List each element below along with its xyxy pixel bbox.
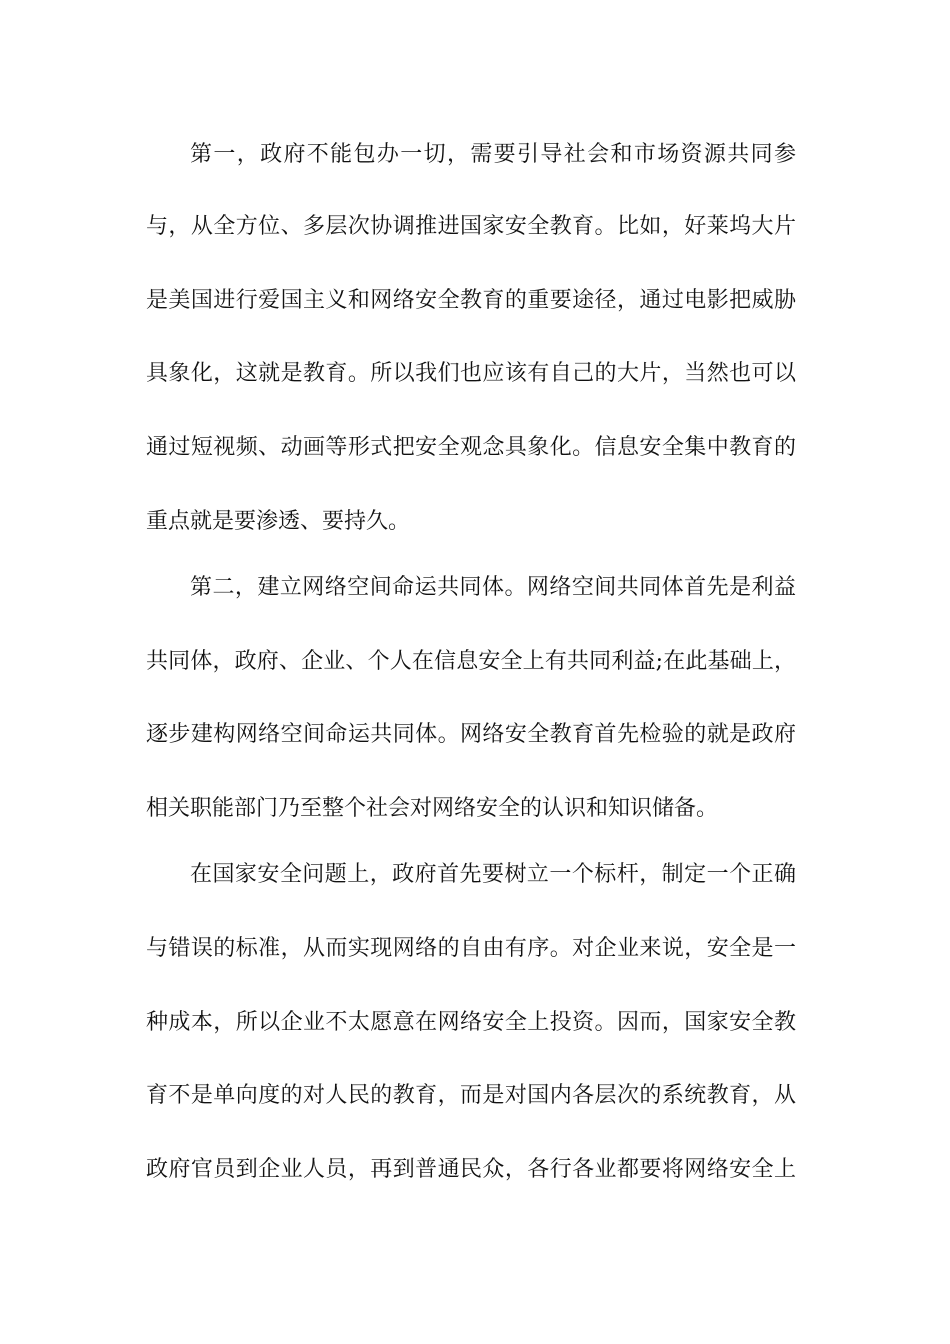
paragraph-2-line-3: 逐步建构网络空间命运共同体。网络安全教育首先检验的就是政府 [146,722,796,747]
paragraph-3-line-2: 与错误的标准，从而实现网络的自由有序。对企业来说，安全是一 [146,936,796,961]
paragraph-1-line-1: 第一，政府不能包办一切，需要引导社会和市场资源共同参 [190,142,796,167]
paragraph-3-line-3: 种成本，所以企业不太愿意在网络安全上投资。因而，国家安全教 [146,1010,796,1035]
paragraph-1-line-4: 具象化，这就是教育。所以我们也应该有自己的大片，当然也可以 [146,361,796,386]
paragraph-1-line-3: 是美国进行爱国主义和网络安全教育的重要途径，通过电影把威胁 [146,288,796,313]
paragraph-2-line-1: 第二，建立网络空间命运共同体。网络空间共同体首先是利益 [190,575,796,600]
paragraph-2-line-4: 相关职能部门乃至整个社会对网络安全的认识和知识储备。 [146,796,719,821]
paragraph-3-line-4: 育不是单向度的对人民的教育，而是对国内各层次的系统教育，从 [146,1083,796,1108]
paragraph-3-line-5: 政府官员到企业人员，再到普通民众，各行各业都要将网络安全上 [146,1157,796,1182]
paragraph-1-line-6: 重点就是要渗透、要持久。 [146,509,411,534]
paragraph-3-line-1: 在国家安全问题上，政府首先要树立一个标杆，制定一个正确 [190,862,796,887]
paragraph-1-line-2: 与，从全方位、多层次协调推进国家安全教育。比如，好莱坞大片 [146,214,796,239]
paragraph-1-line-5: 通过短视频、动画等形式把安全观念具象化。信息安全集中教育的 [146,435,796,460]
paragraph-2-line-2: 共同体，政府、企业、个人在信息安全上有共同利益;在此基础上， [146,649,796,674]
